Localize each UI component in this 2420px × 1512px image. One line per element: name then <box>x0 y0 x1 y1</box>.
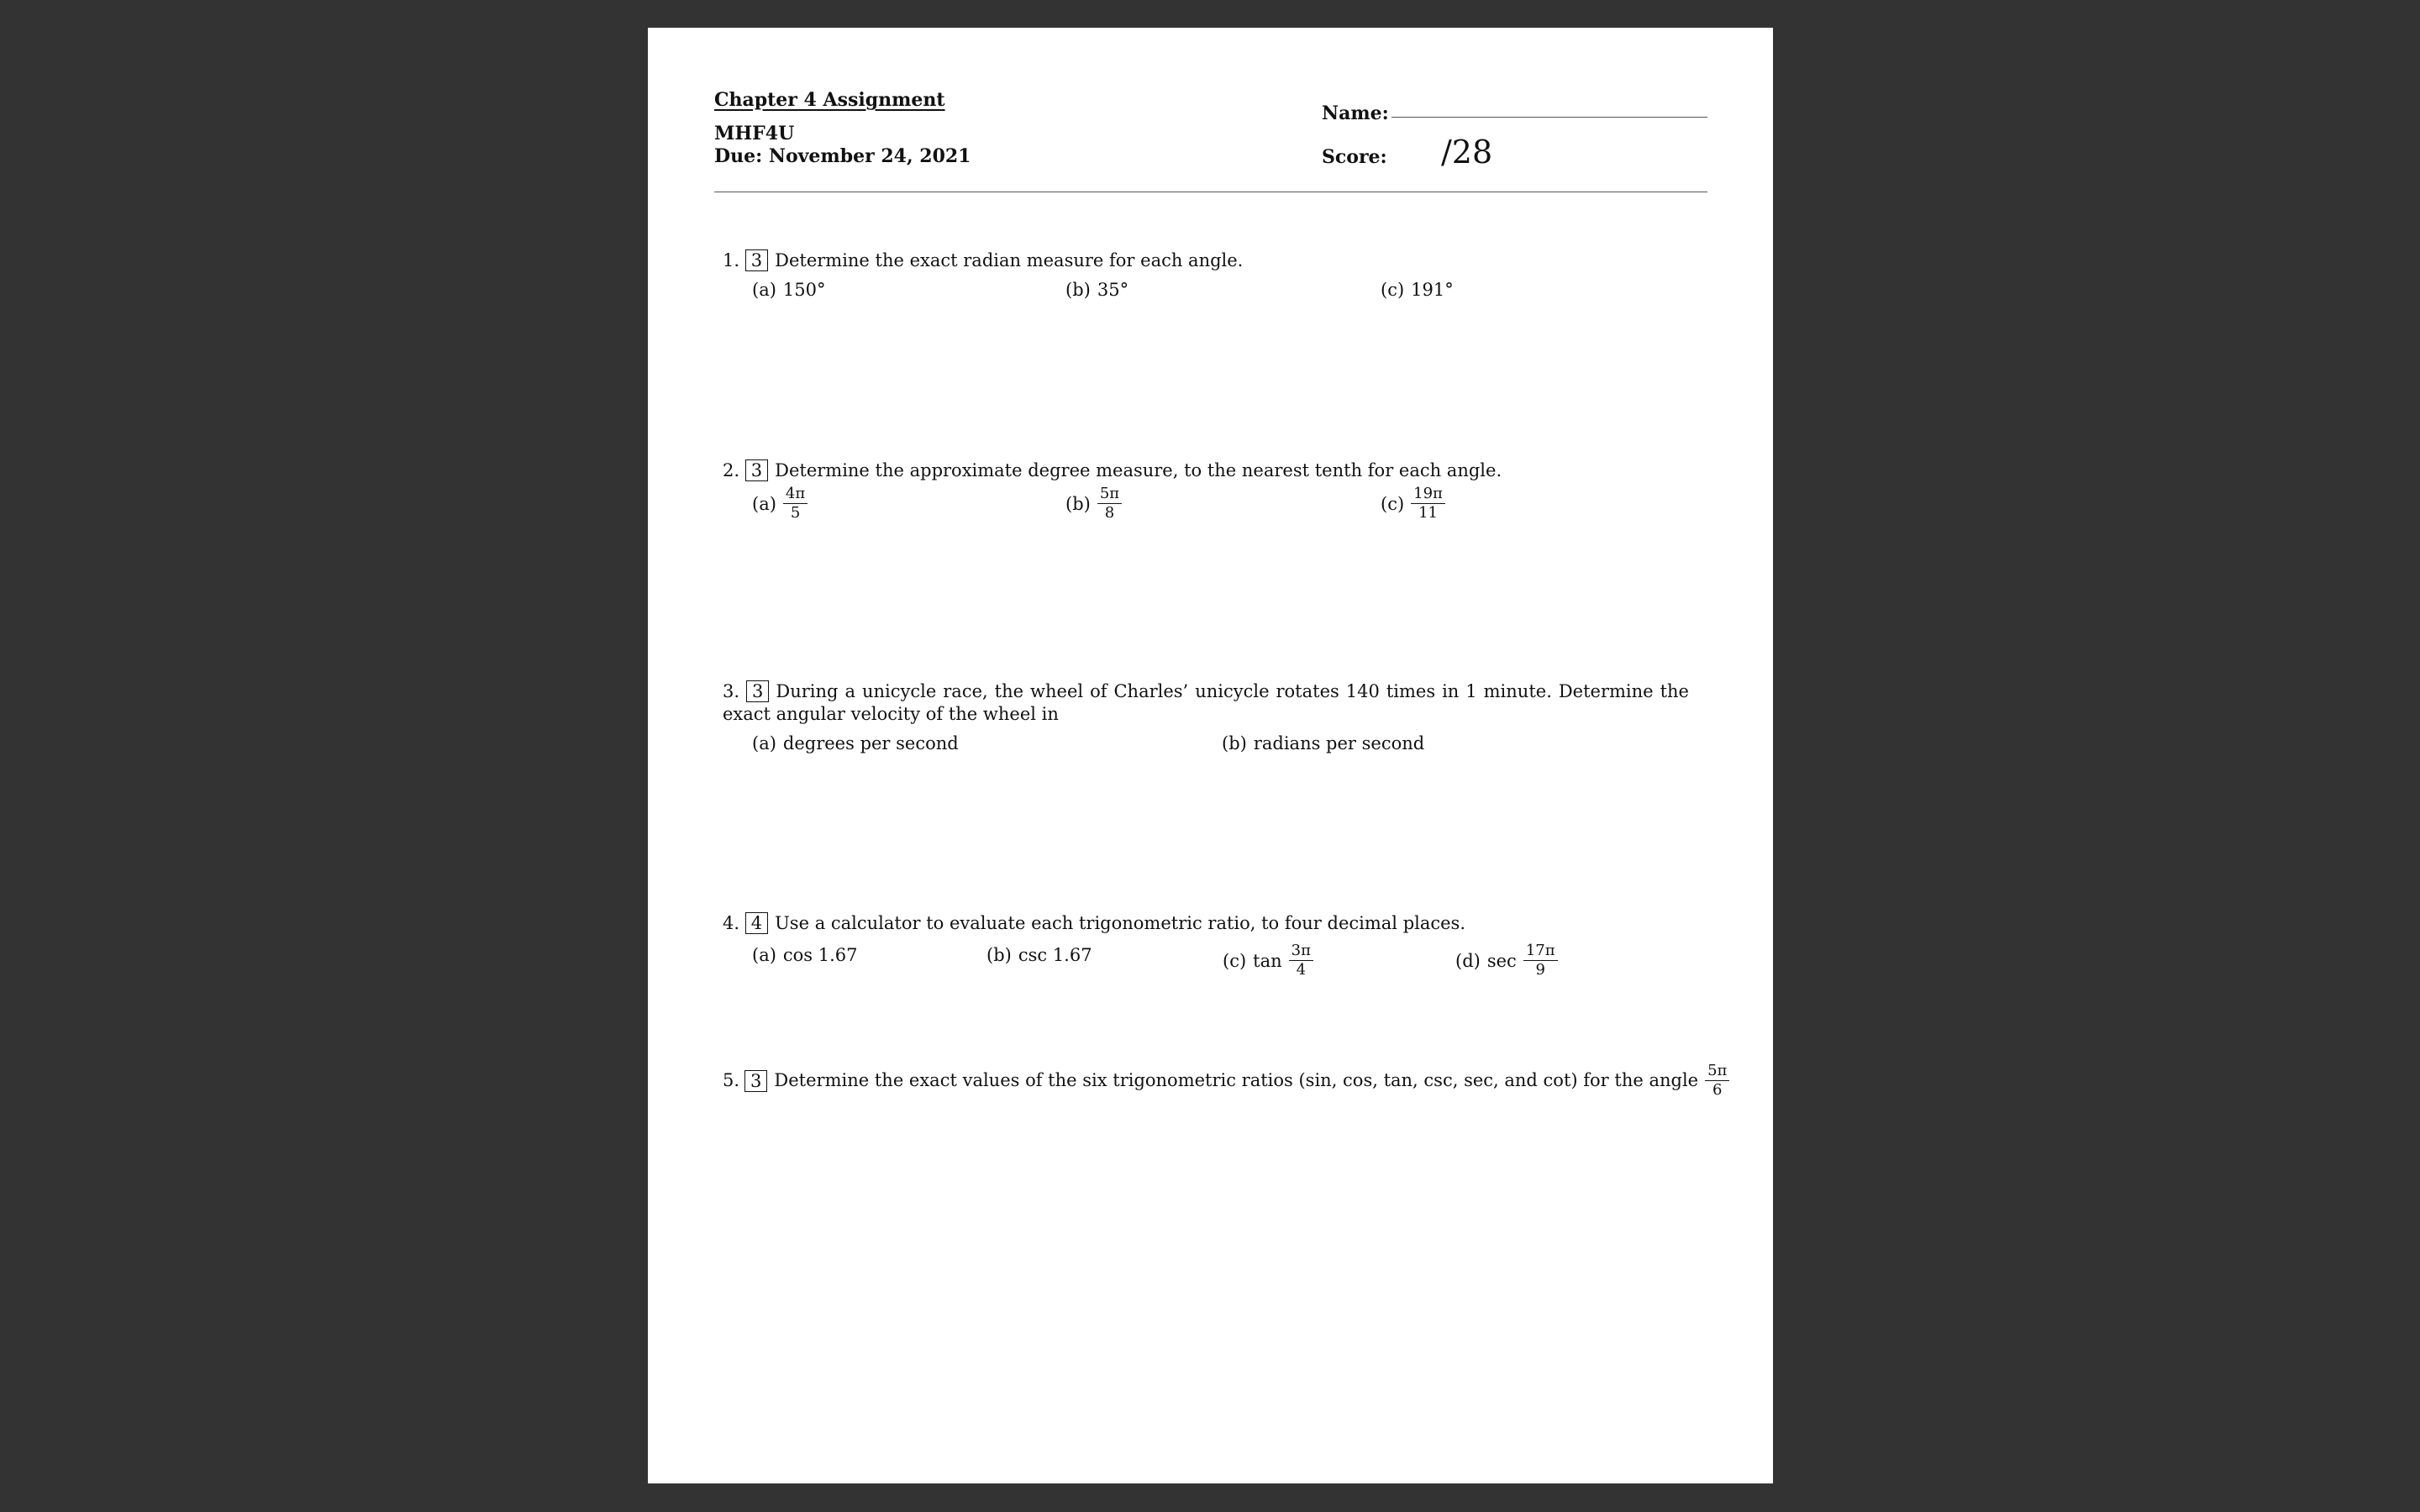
question-text: Use a calculator to evaluate each trigonometric ratio, to four decimal places. <box>775 913 1466 933</box>
question-4 <box>723 912 1465 935</box>
question-4-part-d: (d) sec $\frac{17\pi}{9}$ <box>1455 942 1558 979</box>
fraction: $\frac{3\pi}{4}$ <box>1289 942 1313 979</box>
question-1-part-a: (a) 150° <box>752 280 826 300</box>
question-4-part-c: (c) tan $\frac{3\pi}{4}$ <box>1223 942 1313 979</box>
question-number: 5. <box>723 1070 740 1090</box>
marks-box: 3 <box>744 1070 767 1092</box>
question-number: 1. <box>723 250 740 270</box>
name-field-line <box>1392 117 1707 118</box>
course-code: MHF4U <box>714 123 795 144</box>
question-3-part-a: (a) degrees per second <box>752 733 959 753</box>
question-number: 3. <box>723 681 740 701</box>
question-3-part-b: (b) radians per second <box>1222 733 1425 753</box>
fraction: $\frac{17\pi}{9}$ <box>1523 942 1558 979</box>
question-number: 4. <box>723 913 740 933</box>
score-label: Score: <box>1322 146 1387 168</box>
marks-box: 4 <box>745 912 768 934</box>
question-3 <box>723 680 1689 726</box>
name-label: Name: <box>1322 102 1389 124</box>
question-1 <box>723 249 1243 272</box>
marks-box: 3 <box>745 459 768 481</box>
question-text: Determine the exact radian measure for each angle. <box>775 250 1244 270</box>
assignment-title: Chapter 4 Assignment <box>714 89 945 111</box>
due-date: Due: November 24, 2021 <box>714 145 971 167</box>
question-2-part-a: (a) $\frac{4\pi}{5}$ <box>752 485 808 522</box>
question-4-part-b: (b) csc 1.67 <box>986 945 1092 965</box>
marks-box: 3 <box>745 249 768 271</box>
marks-box: 3 <box>746 680 769 702</box>
fraction: $\frac{19\pi}{11}$ <box>1411 485 1445 522</box>
fraction: $\frac{5\pi}{8}$ <box>1097 485 1122 522</box>
document-page <box>648 28 1773 1483</box>
question-5 <box>723 1062 1729 1100</box>
question-text: Determine the approximate degree measure, to the nearest tenth for each angle. <box>775 460 1502 480</box>
question-number: 2. <box>723 460 740 480</box>
question-4-part-a: (a) cos 1.67 <box>752 945 858 965</box>
question-2 <box>723 459 1502 482</box>
question-2-part-c: (c) $\frac{19\pi}{11}$ <box>1381 485 1445 522</box>
question-2-part-b: (b) $\frac{5\pi}{8}$ <box>1065 485 1122 522</box>
fraction: $\frac{4\pi}{5}$ <box>783 485 808 522</box>
fraction: $\frac{5\pi}{6}$ <box>1705 1062 1729 1100</box>
question-text: Determine the exact values of the six trigonometric ratios (sin, cos, tan, csc, sec, and cot) for the angle <box>774 1070 1699 1090</box>
question-1-part-b: (b) 35° <box>1065 280 1129 300</box>
question-text: During a unicycle race, the wheel of Charles’ unicycle rotates 140 times in 1 minute. Determine the exact angular velocity of the wheel in <box>723 681 1689 724</box>
score-total: /28 <box>1441 134 1493 171</box>
question-1-part-c: (c) 191° <box>1381 280 1454 300</box>
